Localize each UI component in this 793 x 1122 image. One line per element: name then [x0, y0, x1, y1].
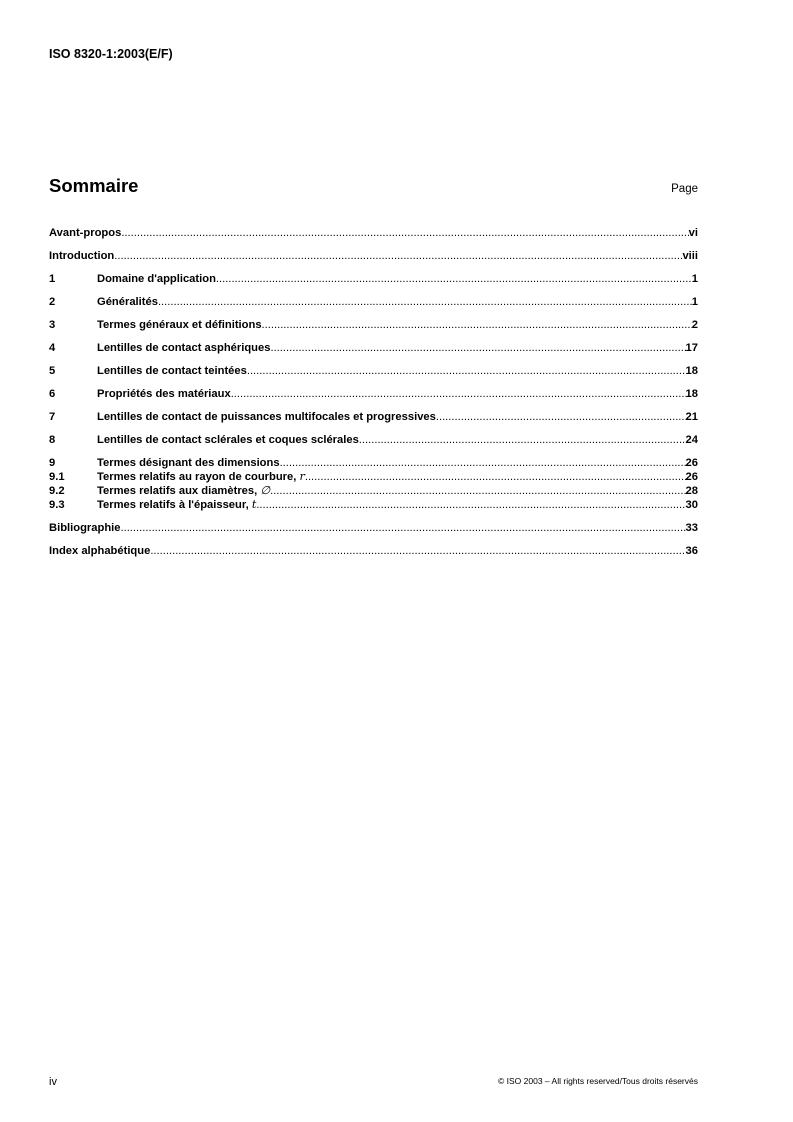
toc-entry-page: 36	[685, 545, 698, 557]
toc-entry-label: Lentilles de contact sclérales et coques sclérales	[97, 434, 359, 446]
toc-entry-number: 1	[49, 273, 56, 285]
thickness-symbol: t	[251, 498, 257, 511]
leader-dots	[121, 226, 688, 240]
page-title: Sommaire	[49, 175, 139, 196]
leader-dots	[359, 433, 686, 447]
toc-entry-page: viii	[682, 250, 698, 262]
toc-entry-label: Introduction	[49, 250, 115, 262]
diameter-symbol: ∅	[260, 484, 271, 497]
leader-dots	[114, 249, 682, 263]
toc-entry-number: 5	[49, 365, 56, 377]
toc-entry-page: 18	[685, 365, 698, 377]
toc-entry-page: 18	[685, 388, 698, 400]
toc-entry-label: Termes relatifs au rayon de courbure, r	[97, 470, 305, 483]
footer-copyright: © ISO 2003 – All rights reserved/Tous droits réservés	[498, 1076, 698, 1086]
toc-entry-label: Généralités	[97, 296, 158, 308]
leader-dots	[270, 341, 685, 355]
toc-entry-label: Termes désignant des dimensions	[97, 457, 280, 469]
toc-entry-number: 8	[49, 434, 56, 446]
toc-entry-bibliographie[interactable]	[49, 521, 698, 535]
toc-entry-introduction[interactable]	[49, 249, 698, 263]
toc-entry-label: Index alphabétique	[49, 545, 151, 557]
leader-dots	[280, 456, 686, 470]
leader-dots	[247, 364, 686, 378]
toc-entry-label: Avant-propos	[49, 227, 122, 239]
toc-entry-page: 2	[691, 319, 698, 331]
table-of-contents	[49, 226, 698, 558]
toc-heading	[49, 175, 698, 197]
toc-entry-number: 9.3	[49, 499, 65, 511]
toc-entry-label: Termes relatifs à l'épaisseur, t	[97, 498, 257, 511]
toc-entry-9-2[interactable]	[49, 484, 698, 498]
toc-entry-page: 28	[685, 485, 698, 497]
toc-entry-label: Domaine d'application	[97, 273, 216, 285]
toc-entry-label: Propriétés des matériaux	[97, 388, 231, 400]
leader-dots	[270, 484, 685, 498]
document-id: ISO 8320-1:2003(E/F)	[49, 47, 173, 61]
toc-entry-6[interactable]	[49, 387, 698, 401]
toc-entry-page: 26	[685, 457, 698, 469]
toc-entry-9[interactable]	[49, 456, 698, 470]
leader-dots	[150, 544, 685, 558]
toc-entry-label: Lentilles de contact teintées	[97, 365, 247, 377]
toc-entry-label: Bibliographie	[49, 522, 121, 534]
toc-entry-number: 7	[49, 411, 56, 423]
leader-dots	[256, 498, 685, 512]
toc-entry-number: 6	[49, 388, 56, 400]
toc-entry-label: Termes généraux et définitions	[97, 319, 262, 331]
leader-dots	[158, 295, 692, 309]
toc-entry-number: 9.2	[49, 485, 65, 497]
page-column-label: Page	[671, 183, 698, 195]
toc-entry-9-3[interactable]	[49, 498, 698, 512]
toc-entry-avant-propos[interactable]	[49, 226, 698, 240]
toc-entry-index[interactable]	[49, 544, 698, 558]
toc-entry-page: 33	[685, 522, 698, 534]
toc-entry-page: 17	[685, 342, 698, 354]
toc-entry-7[interactable]	[49, 410, 698, 424]
toc-entry-page: 30	[685, 499, 698, 511]
toc-entry-number: 9	[49, 457, 56, 469]
leader-dots	[216, 272, 692, 286]
toc-entry-1[interactable]	[49, 272, 698, 286]
toc-entry-page: 21	[685, 411, 698, 423]
toc-entry-number: 4	[49, 342, 56, 354]
toc-entry-label: Termes relatifs aux diamètres, ∅	[97, 484, 271, 497]
leader-dots	[436, 410, 686, 424]
footer-page-number: iv	[49, 1076, 57, 1088]
toc-entry-number: 3	[49, 319, 56, 331]
toc-entry-page: 1	[691, 296, 698, 308]
leader-dots	[120, 521, 685, 535]
toc-entry-label: Lentilles de contact de puissances multifocales et progressives	[97, 411, 436, 423]
toc-entry-label: Lentilles de contact asphériques	[97, 342, 271, 354]
toc-entry-number: 9.1	[49, 471, 65, 483]
toc-entry-9-1[interactable]	[49, 470, 698, 484]
toc-entry-4[interactable]	[49, 341, 698, 355]
toc-entry-8[interactable]	[49, 433, 698, 447]
leader-dots	[231, 387, 686, 401]
toc-entry-page: 1	[691, 273, 698, 285]
leader-dots	[262, 318, 692, 332]
toc-entry-2[interactable]	[49, 295, 698, 309]
toc-entry-page: vi	[688, 227, 698, 239]
toc-entry-5[interactable]	[49, 364, 698, 378]
radius-symbol: r	[299, 470, 305, 483]
toc-entry-3[interactable]	[49, 318, 698, 332]
leader-dots	[305, 470, 686, 484]
toc-entry-number: 2	[49, 296, 56, 308]
toc-entry-page: 24	[685, 434, 698, 446]
toc-entry-page: 26	[685, 471, 698, 483]
